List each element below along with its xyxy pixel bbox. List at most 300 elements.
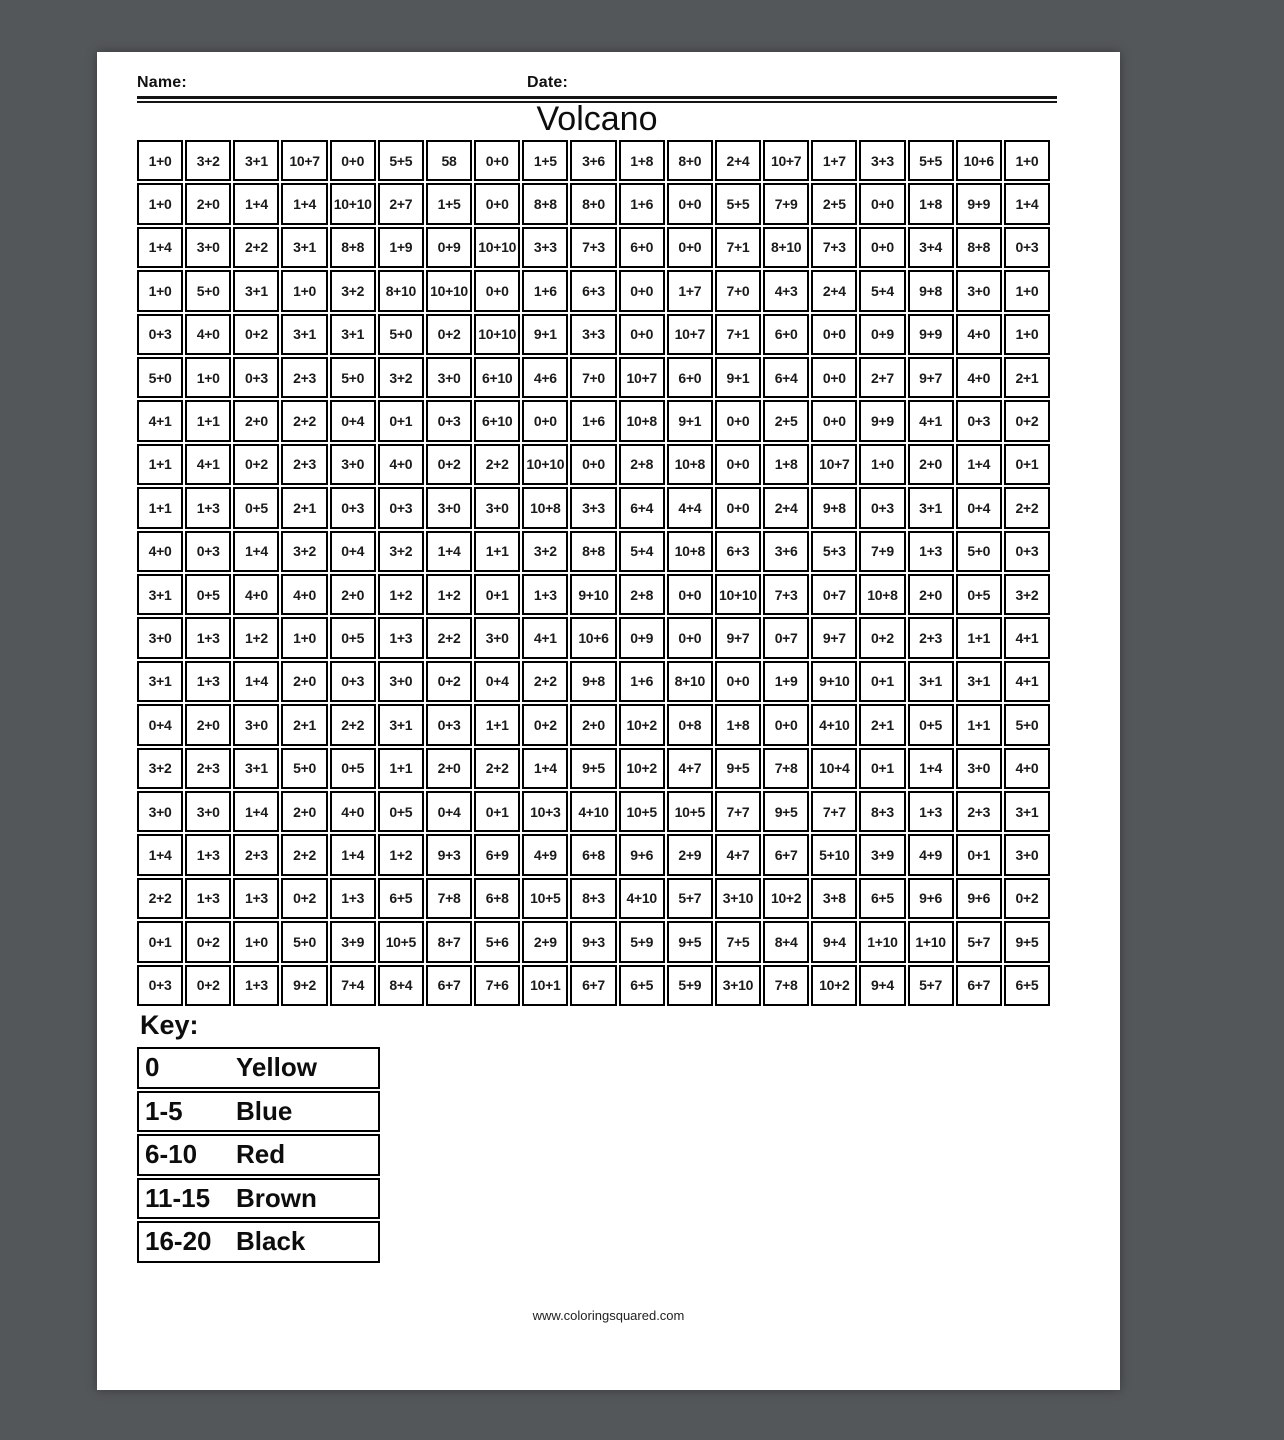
grid-cell: 5+7 [956,921,1002,962]
grid-cell: 0+0 [570,444,616,485]
grid-cell: 0+3 [426,704,472,745]
grid-cell: 0+5 [330,748,376,789]
grid-cell: 0+3 [137,314,183,355]
grid-cell: 4+4 [667,487,713,528]
grid-cell: 3+8 [811,878,857,919]
grid-cell: 0+4 [474,661,520,702]
grid-cell: 6+8 [474,878,520,919]
grid-cell: 0+0 [715,487,761,528]
grid-cell: 10+5 [619,791,665,832]
grid-cell: 1+0 [859,444,905,485]
grid-cell: 0+1 [474,574,520,615]
grid-cell: 3+1 [281,314,327,355]
grid-cell: 6+0 [763,314,809,355]
grid-cell: 3+0 [378,661,424,702]
grid-cell: 4+1 [185,444,231,485]
grid-cell: 7+0 [715,270,761,311]
grid-cell: 2+7 [859,357,905,398]
grid-cell: 3+0 [1004,834,1050,875]
grid-cell: 1+1 [956,617,1002,658]
grid-cell: 3+3 [859,140,905,181]
grid-cell: 7+0 [570,357,616,398]
grid-cell: 3+1 [281,227,327,268]
grid-cell: 5+0 [185,270,231,311]
grid-cell: 2+0 [185,704,231,745]
grid-cell: 5+9 [619,921,665,962]
grid-cell: 6+4 [619,487,665,528]
grid-cell: 1+3 [185,487,231,528]
key-color-name: Black [236,1226,306,1257]
grid-cell: 10+6 [570,617,616,658]
grid-cell: 3+10 [715,965,761,1006]
grid-cell: 1+0 [281,270,327,311]
grid-cell: 0+1 [859,661,905,702]
grid-cell: 1+1 [137,487,183,528]
grid-cell: 2+2 [1004,487,1050,528]
grid-cell: 0+2 [522,704,568,745]
grid-cell: 1+4 [233,791,279,832]
grid-cell: 6+7 [763,834,809,875]
grid-cell: 9+10 [570,574,616,615]
grid-cell: 0+0 [715,661,761,702]
grid-cell: 9+6 [619,834,665,875]
grid-cell: 3+1 [137,661,183,702]
grid-cell: 0+3 [330,487,376,528]
grid-cell: 4+1 [137,400,183,441]
grid-cell: 1+4 [281,183,327,224]
grid-cell: 1+9 [763,661,809,702]
grid-cell: 10+7 [811,444,857,485]
grid-cell: 8+10 [763,227,809,268]
grid-cell: 10+10 [474,227,520,268]
color-key-table [137,1047,380,1263]
grid-cell: 0+1 [859,748,905,789]
grid-cell: 2+0 [570,704,616,745]
grid-cell: 1+5 [426,183,472,224]
grid-cell: 8+4 [763,921,809,962]
grid-cell: 3+6 [763,531,809,572]
grid-cell: 6+5 [619,965,665,1006]
grid-cell: 0+2 [859,617,905,658]
grid-cell: 0+3 [378,487,424,528]
grid-cell: 10+1 [522,965,568,1006]
grid-cell: 0+0 [859,227,905,268]
grid-cell: 0+2 [185,921,231,962]
grid-cell: 7+1 [715,227,761,268]
grid-cell: 1+3 [378,617,424,658]
grid-cell: 3+0 [137,617,183,658]
grid-cell: 0+0 [474,183,520,224]
grid-cell: 4+10 [570,791,616,832]
grid-cell: 2+0 [426,748,472,789]
grid-cell: 9+5 [667,921,713,962]
grid-cell: 2+5 [811,183,857,224]
grid-cell: 0+4 [330,531,376,572]
grid-cell: 2+2 [233,227,279,268]
grid-cell: 1+6 [570,400,616,441]
grid-cell: 5+6 [474,921,520,962]
grid-cell: 1+0 [137,183,183,224]
grid-cell: 2+5 [763,400,809,441]
grid-cell: 6+10 [474,357,520,398]
grid-cell: 10+2 [811,965,857,1006]
grid-cell: 6+5 [1004,965,1050,1006]
grid-cell: 4+1 [1004,661,1050,702]
grid-cell: 9+5 [1004,921,1050,962]
grid-cell: 0+0 [811,314,857,355]
grid-cell: 2+0 [281,791,327,832]
grid-cell: 3+3 [522,227,568,268]
grid-cell: 0+0 [763,704,809,745]
grid-cell: 3+1 [1004,791,1050,832]
grid-cell: 1+3 [185,617,231,658]
grid-cell: 10+10 [330,183,376,224]
grid-cell: 8+10 [378,270,424,311]
grid-cell: 1+4 [137,834,183,875]
grid-cell: 1+2 [233,617,279,658]
grid-cell: 10+4 [811,748,857,789]
grid-cell: 1+0 [233,921,279,962]
grid-cell: 0+0 [330,140,376,181]
grid-cell: 0+5 [378,791,424,832]
key-range: 1-5 [145,1095,183,1126]
grid-cell: 9+10 [811,661,857,702]
grid-cell: 5+9 [667,965,713,1006]
grid-cell: 7+8 [426,878,472,919]
grid-cell: 2+9 [522,921,568,962]
grid-cell: 0+3 [956,400,1002,441]
grid-cell: 1+4 [956,444,1002,485]
grid-cell: 3+3 [570,487,616,528]
grid-cell: 1+5 [522,140,568,181]
grid-cell: 3+2 [522,531,568,572]
grid-cell: 1+7 [811,140,857,181]
grid-cell: 1+0 [1004,140,1050,181]
page-title: Volcano [536,100,658,138]
grid-cell: 3+1 [908,661,954,702]
grid-cell: 6+7 [426,965,472,1006]
grid-cell: 3+0 [956,748,1002,789]
grid-cell: 4+10 [619,878,665,919]
grid-cell: 1+9 [378,227,424,268]
grid-cell: 1+3 [185,661,231,702]
grid-cell: 0+1 [474,791,520,832]
grid-cell: 8+7 [426,921,472,962]
grid-cell: 2+9 [667,834,713,875]
grid-cell: 0+0 [667,574,713,615]
grid-cell: 8+0 [667,140,713,181]
grid-cell: 7+5 [715,921,761,962]
grid-cell: 2+8 [619,574,665,615]
grid-cell: 10+8 [522,487,568,528]
grid-cell: 0+0 [474,270,520,311]
grid-cell: 9+7 [908,357,954,398]
grid-cell: 3+1 [956,661,1002,702]
grid-cell: 10+7 [667,314,713,355]
grid-cell: 0+9 [426,227,472,268]
grid-cell: 0+5 [330,617,376,658]
grid-cell: 1+0 [281,617,327,658]
grid-cell: 9+8 [908,270,954,311]
grid-cell: 10+2 [763,878,809,919]
grid-cell: 10+8 [619,400,665,441]
grid-cell: 10+3 [522,791,568,832]
grid-cell: 2+2 [330,704,376,745]
grid-cell: 1+4 [137,227,183,268]
grid-cell: 0+2 [426,444,472,485]
grid-cell: 10+5 [522,878,568,919]
grid-cell: 9+4 [811,921,857,962]
grid-cell: 3+1 [137,574,183,615]
grid-cell: 1+8 [715,704,761,745]
grid-cell: 0+7 [763,617,809,658]
grid-cell: 4+3 [763,270,809,311]
grid-cell: 0+0 [619,314,665,355]
grid-cell: 4+9 [908,834,954,875]
grid-cell: 0+0 [811,357,857,398]
grid-cell: 7+9 [763,183,809,224]
key-row [137,1221,380,1263]
grid-cell: 3+1 [330,314,376,355]
grid-cell: 0+1 [1004,444,1050,485]
grid-cell: 8+8 [330,227,376,268]
grid-cell: 7+3 [570,227,616,268]
grid-cell: 10+10 [715,574,761,615]
grid-cell: 9+3 [570,921,616,962]
grid-cell: 6+7 [956,965,1002,1006]
key-range: 16-20 [145,1226,212,1257]
grid-cell: 4+1 [522,617,568,658]
grid-cell: 0+0 [859,183,905,224]
grid-cell: 10+8 [859,574,905,615]
grid-cell: 0+0 [667,617,713,658]
grid-cell: 3+1 [378,704,424,745]
grid-cell: 3+0 [956,270,1002,311]
grid-cell: 1+4 [522,748,568,789]
grid-cell: 6+10 [474,400,520,441]
grid-cell: 0+2 [233,444,279,485]
grid-cell: 1+2 [378,834,424,875]
key-row [137,1178,380,1220]
grid-cell: 6+8 [570,834,616,875]
grid-cell: 58 [426,140,472,181]
grid-cell: 9+8 [570,661,616,702]
grid-cell: 2+4 [715,140,761,181]
grid-cell: 6+9 [474,834,520,875]
grid-cell: 3+2 [378,531,424,572]
grid-cell: 1+1 [474,531,520,572]
grid-cell: 3+2 [378,357,424,398]
grid-cell: 0+2 [281,878,327,919]
grid-cell: 2+1 [859,704,905,745]
grid-cell: 0+0 [715,400,761,441]
grid-cell: 10+7 [763,140,809,181]
grid-cell: 4+0 [1004,748,1050,789]
grid-cell: 7+3 [811,227,857,268]
grid-cell: 0+3 [426,400,472,441]
grid-cell: 0+0 [474,140,520,181]
grid-cell: 1+8 [619,140,665,181]
grid-cell: 4+1 [908,400,954,441]
grid-cell: 7+9 [859,531,905,572]
grid-cell: 1+4 [233,531,279,572]
grid-cell: 3+1 [233,140,279,181]
grid-cell: 7+3 [763,574,809,615]
grid-cell: 9+7 [715,617,761,658]
grid-cell: 1+3 [908,531,954,572]
grid-cell: 1+6 [522,270,568,311]
grid-cell: 1+6 [619,183,665,224]
grid-cell: 4+1 [1004,617,1050,658]
grid-cell: 7+6 [474,965,520,1006]
grid-cell: 10+2 [619,704,665,745]
grid-cell: 2+0 [233,400,279,441]
grid-cell: 0+1 [378,400,424,441]
grid-cell: 0+2 [185,965,231,1006]
grid-cell: 5+0 [1004,704,1050,745]
grid-cell: 0+3 [859,487,905,528]
grid-cell: 3+1 [908,487,954,528]
grid-cell: 8+8 [956,227,1002,268]
grid-cell: 1+0 [1004,314,1050,355]
grid-cell: 2+1 [1004,357,1050,398]
grid-cell: 6+0 [667,357,713,398]
grid-cell: 2+1 [281,704,327,745]
grid-cell: 4+0 [956,314,1002,355]
grid-cell: 3+0 [426,487,472,528]
grid-cell: 9+8 [811,487,857,528]
grid-cell: 0+0 [811,400,857,441]
grid-cell: 10+7 [281,140,327,181]
grid-cell: 1+4 [426,531,472,572]
worksheet-page [97,52,1120,1390]
grid-cell: 5+5 [908,140,954,181]
grid-cell: 7+7 [715,791,761,832]
footer-url: www.coloringsquared.com [532,1308,685,1323]
grid-cell: 1+0 [1004,270,1050,311]
grid-cell: 0+2 [1004,878,1050,919]
grid-cell: 3+9 [330,921,376,962]
grid-cell: 0+5 [908,704,954,745]
grid-cell: 3+0 [330,444,376,485]
key-label: Key: [140,1010,199,1040]
grid-cell: 0+2 [233,314,279,355]
grid-cell: 3+10 [715,878,761,919]
grid-cell: 1+10 [908,921,954,962]
grid-cell: 4+7 [667,748,713,789]
grid-cell: 9+5 [763,791,809,832]
grid-cell: 1+1 [956,704,1002,745]
grid-cell: 4+0 [378,444,424,485]
grid-cell: 1+1 [137,444,183,485]
grid-cell: 10+5 [378,921,424,962]
grid-cell: 4+0 [330,791,376,832]
grid-cell: 5+4 [859,270,905,311]
grid-cell: 3+2 [281,531,327,572]
grid-cell: 1+3 [908,791,954,832]
grid-cell: 2+2 [474,748,520,789]
grid-cell: 5+0 [281,748,327,789]
grid-cell: 10+7 [619,357,665,398]
grid-cell: 0+3 [1004,227,1050,268]
grid-cell: 0+0 [522,400,568,441]
grid-cell: 10+6 [956,140,1002,181]
grid-cell: 3+1 [233,748,279,789]
grid-cell: 2+3 [281,444,327,485]
grid-cell: 3+0 [474,617,520,658]
grid-cell: 2+7 [378,183,424,224]
grid-cell: 2+0 [330,574,376,615]
grid-cell: 8+8 [570,531,616,572]
grid-cell: 2+3 [908,617,954,658]
grid-cell: 1+4 [330,834,376,875]
grid-cell: 0+4 [956,487,1002,528]
grid-cell: 0+5 [233,487,279,528]
grid-cell: 0+0 [619,270,665,311]
grid-cell: 0+9 [619,617,665,658]
grid-cell: 9+9 [908,314,954,355]
grid-cell: 2+0 [908,444,954,485]
grid-cell: 1+4 [233,183,279,224]
grid-cell: 10+5 [667,791,713,832]
grid-cell: 2+3 [233,834,279,875]
grid-cell: 2+2 [474,444,520,485]
grid-cell: 5+5 [715,183,761,224]
grid-cell: 2+4 [811,270,857,311]
grid-cell: 0+2 [426,661,472,702]
grid-cell: 8+3 [859,791,905,832]
key-range: 0 [145,1052,160,1083]
grid-cell: 1+0 [137,140,183,181]
grid-cell: 10+10 [474,314,520,355]
grid-cell: 3+0 [233,704,279,745]
grid-cell: 1+4 [908,748,954,789]
grid-cell: 0+9 [859,314,905,355]
grid-cell: 1+3 [330,878,376,919]
grid-cell: 2+0 [281,661,327,702]
grid-cell: 1+3 [233,965,279,1006]
grid-cell: 3+0 [185,227,231,268]
grid-cell: 0+5 [185,574,231,615]
key-row [137,1047,380,1089]
grid-cell: 2+3 [281,357,327,398]
grid-cell: 0+4 [330,400,376,441]
grid-cell: 9+1 [522,314,568,355]
grid-cell: 4+9 [522,834,568,875]
grid-cell: 1+3 [522,574,568,615]
grid-cell: 3+4 [908,227,954,268]
grid-cell: 10+8 [667,531,713,572]
grid-cell: 5+3 [811,531,857,572]
key-row [137,1134,380,1176]
grid-cell: 8+4 [378,965,424,1006]
grid-cell: 1+7 [667,270,713,311]
grid-cell: 9+4 [859,965,905,1006]
grid-cell: 0+2 [1004,400,1050,441]
date-label: Date: [527,74,569,91]
grid-cell: 0+3 [1004,531,1050,572]
key-color-name: Yellow [236,1052,317,1083]
key-range: 6-10 [145,1139,198,1170]
grid-cell: 9+5 [570,748,616,789]
grid-cell: 7+8 [763,965,809,1006]
grid-cell: 9+3 [426,834,472,875]
grid-cell: 4+0 [233,574,279,615]
grid-cell: 3+2 [185,140,231,181]
grid-cell: 5+7 [667,878,713,919]
grid-cell: 3+0 [185,791,231,832]
grid-cell: 5+0 [281,921,327,962]
